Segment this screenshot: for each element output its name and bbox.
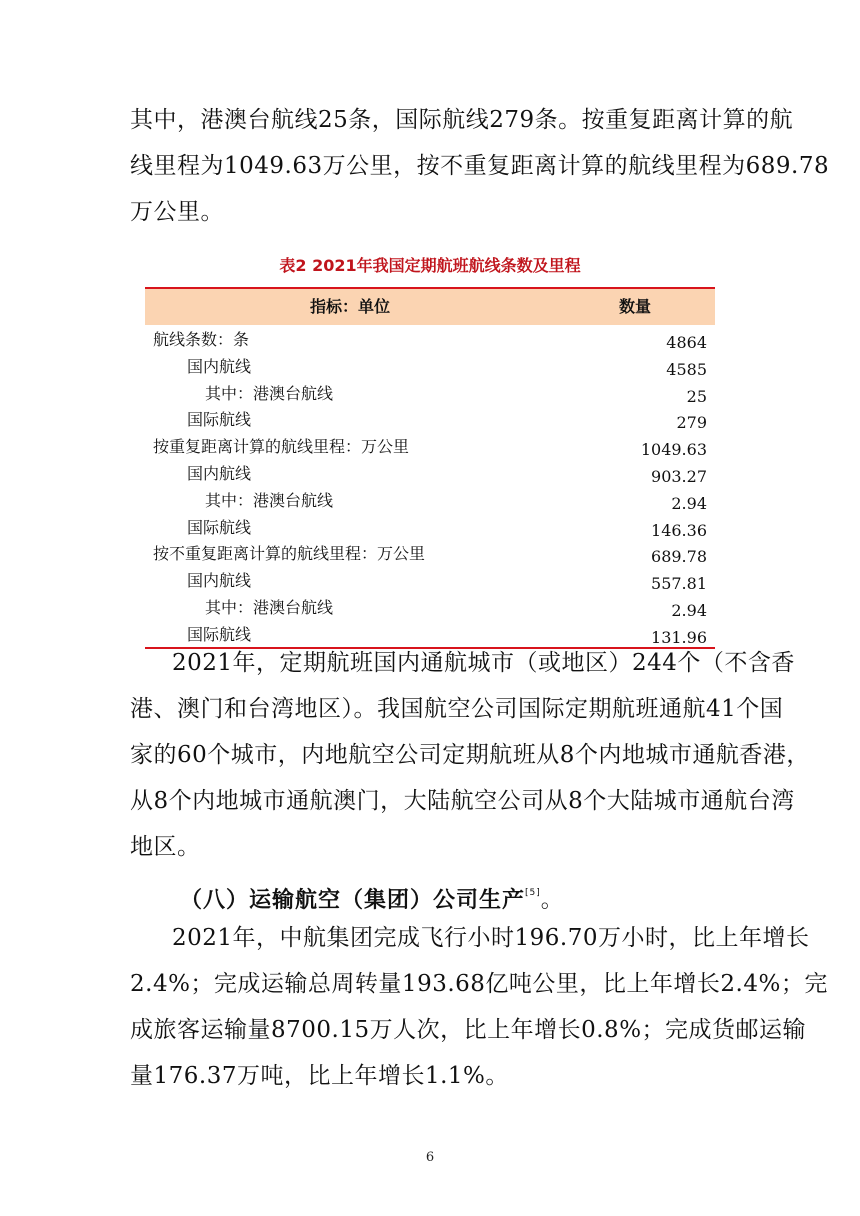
paragraph-line: 2021年，中航集团完成飞行小时196.70万小时，比上年增长	[172, 925, 810, 951]
footnote-marker: [5]	[525, 888, 541, 898]
header-indicator: 指标：单位	[309, 297, 390, 316]
table-header	[145, 287, 715, 325]
paragraph-line: 2.4%；完成运输总周转量193.68亿吨公里，比上年增长2.4%；完	[130, 971, 828, 997]
table-row	[145, 325, 715, 352]
row-label: 按不重复距离计算的航线里程：万公里	[153, 544, 426, 564]
row-label: 国内航线	[187, 356, 252, 376]
row-label: 其中：港澳台航线	[205, 597, 334, 617]
paragraph-line: 万公里。	[130, 199, 224, 225]
row-label: 国际航线	[187, 517, 252, 537]
table-row	[145, 539, 715, 566]
row-value: 903.27	[651, 466, 707, 486]
row-label: 国际航线	[187, 410, 252, 430]
row-label: 其中：港澳台航线	[205, 383, 334, 403]
row-value: 2.94	[671, 493, 707, 513]
table-row	[145, 486, 715, 513]
row-value: 557.81	[651, 574, 707, 594]
section-heading-text: （八）运输航空（集团）公司生产	[180, 888, 526, 913]
paragraph-line: 港、澳门和台湾地区）。我国航空公司国际定期航班通航41个国	[130, 696, 784, 722]
paragraph-line: 量176.37万吨，比上年增长1.1%。	[130, 1063, 509, 1089]
table-row	[145, 620, 715, 647]
paragraph-line: 其中，港澳台航线25条，国际航线279条。按重复距离计算的航	[130, 107, 794, 133]
paragraph-line: 成旅客运输量8700.15万人次，比上年增长0.8%；完成货邮运输	[130, 1017, 807, 1043]
row-value: 4864	[666, 333, 707, 352]
row-value: 689.78	[651, 547, 707, 567]
paragraph-line: 从8个内地城市通航澳门，大陆航空公司从8个大陆城市通航台湾	[130, 788, 795, 814]
row-value: 25	[686, 386, 707, 406]
row-label: 航线条数：条	[153, 330, 250, 349]
section-heading-tail: 。	[540, 888, 564, 913]
row-value: 2.94	[671, 600, 707, 620]
table-body	[145, 325, 715, 647]
table-row	[145, 566, 715, 593]
row-value: 4585	[666, 359, 707, 379]
table-title: 表2 2021年我国定期航班航线条数及里程	[279, 256, 581, 275]
paragraph-line: 2021年，定期航班国内通航城市（或地区）244个（不含香	[172, 650, 795, 676]
paragraph-line: 家的60个城市，内地航空公司定期航班从8个内地城市通航香港，	[130, 742, 810, 768]
table-row	[145, 459, 715, 486]
row-label: 国际航线	[187, 624, 252, 644]
row-value: 1049.63	[640, 440, 707, 460]
table-row	[145, 513, 715, 540]
table-row	[145, 379, 715, 406]
row-value: 279	[676, 413, 707, 433]
row-value: 131.96	[651, 627, 707, 647]
table-row	[145, 432, 715, 459]
row-label: 其中：港澳台航线	[205, 490, 334, 510]
row-label: 国内航线	[187, 463, 252, 483]
section-heading	[180, 878, 564, 916]
paragraph-line: 线里程为1049.63万公里，按不重复距离计算的航线里程为689.78	[130, 153, 830, 179]
page-number: 6	[425, 1150, 435, 1165]
header-value: 数量	[618, 297, 651, 316]
table-row	[145, 593, 715, 620]
row-value: 146.36	[651, 520, 707, 540]
row-label: 国内航线	[187, 571, 252, 591]
table-row	[145, 405, 715, 432]
table-row	[145, 352, 715, 379]
row-label: 按重复距离计算的航线里程：万公里	[153, 437, 410, 457]
route-table	[145, 287, 715, 649]
paragraph-line: 地区。	[130, 834, 201, 860]
